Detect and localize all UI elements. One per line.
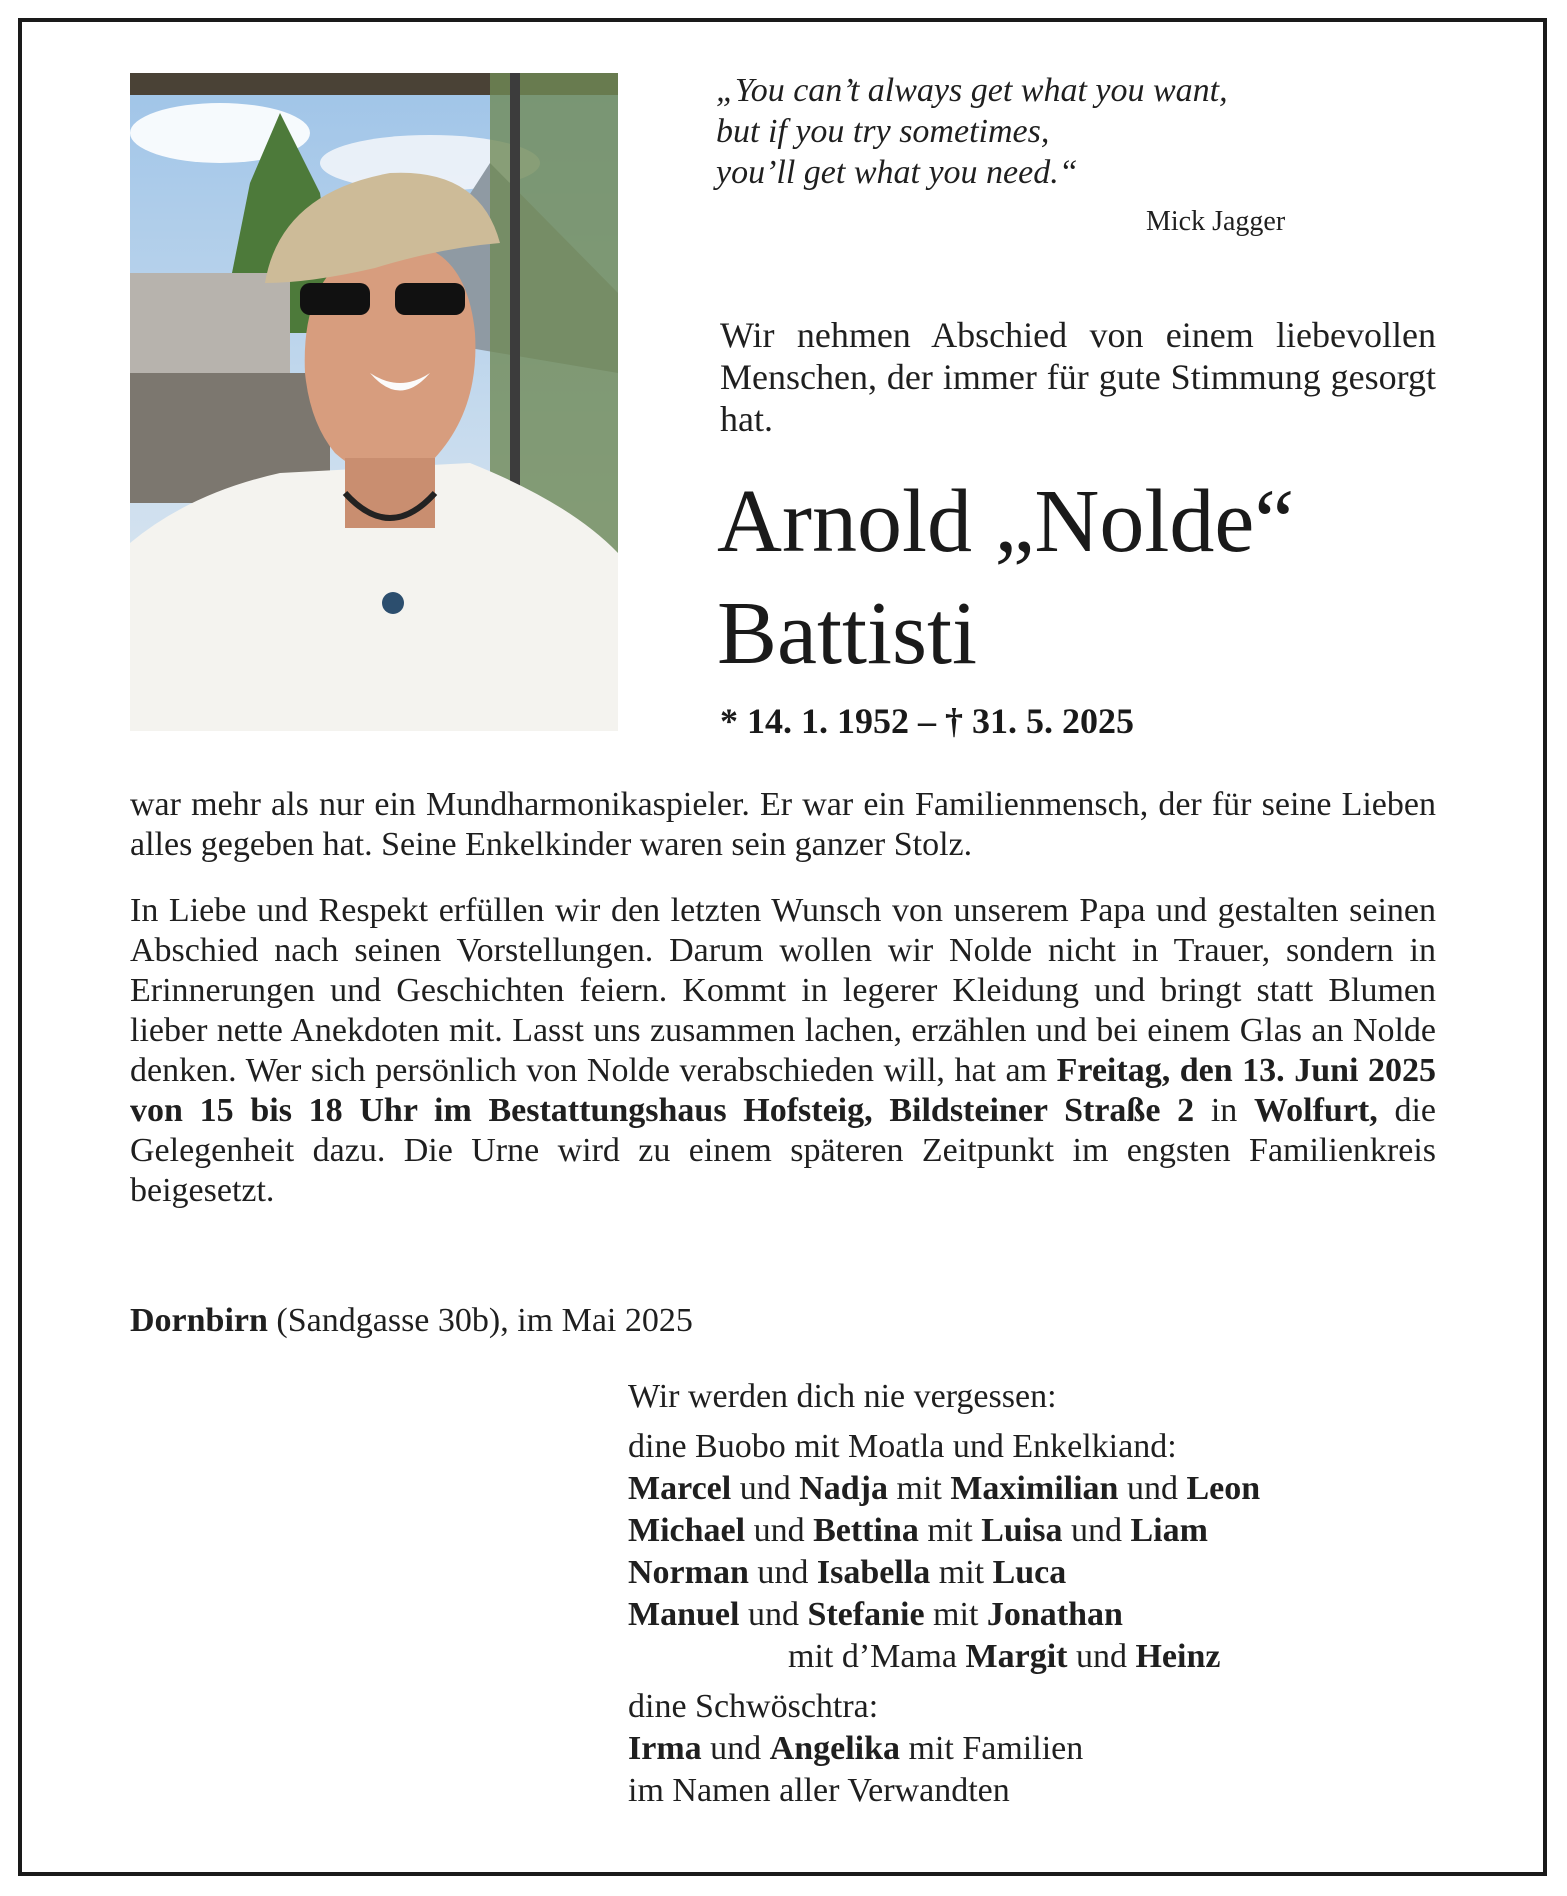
family-member-name: Maximilian <box>950 1470 1119 1507</box>
quote-author: Mick Jagger <box>1146 206 1286 237</box>
family-connector-text: mit <box>888 1470 951 1507</box>
family-member-name: Leon <box>1186 1470 1261 1507</box>
family-member-name: Liam <box>1130 1512 1208 1549</box>
viewing-town: Wolfurt, <box>1254 1092 1378 1129</box>
family-member-name: Manuel <box>628 1596 740 1633</box>
family-intro: Wir werden dich nie vergessen: <box>628 1378 1057 1415</box>
family-member-name: Jonathan <box>986 1596 1123 1633</box>
place-date <box>130 1302 693 1340</box>
name-line-1: Arnold „Nolde“ <box>717 472 1295 571</box>
family-connector-text: mit <box>918 1512 982 1549</box>
children-heading: dine Buobo mit Moatla und Enkelkiand: <box>628 1428 1177 1465</box>
mama-row <box>628 1636 1448 1678</box>
family-row <box>628 1552 1448 1594</box>
place-city: Dornbirn <box>130 1302 268 1339</box>
family-member-name: Nadja <box>799 1470 888 1507</box>
family-member-name: Luca <box>992 1554 1067 1591</box>
paragraph-2-text: in <box>1194 1092 1255 1129</box>
family-connector-text: mit <box>924 1596 987 1633</box>
quote <box>716 70 1336 193</box>
family-row <box>628 1594 1448 1636</box>
name-line-2: Battisti <box>717 584 978 683</box>
family-connector-text: und <box>739 1596 808 1633</box>
deceased-name <box>717 466 1477 690</box>
family-member-name: Michael <box>628 1512 746 1549</box>
family-member-name: Heinz <box>1135 1638 1221 1675</box>
quote-line: „You can’t always get what you want, <box>716 72 1228 109</box>
quote-line: you’ll get what you need.“ <box>716 154 1078 191</box>
family-closing: im Namen aller Verwandten <box>628 1772 1010 1809</box>
family-connector-text: und <box>748 1554 817 1591</box>
family-connector-text: und <box>731 1470 800 1507</box>
paragraph-1: war mehr als nur ein Mundharmonikaspieler. Er war ein Familienmensch, der für seine Lieben alles gegeben hat. Seine Enkelkinder waren sein ganzer Stolz. <box>130 786 1436 863</box>
family-connector-text: und <box>745 1512 814 1549</box>
quote-line: but if you try sometimes, <box>716 113 1050 150</box>
family-connector-text: mit <box>930 1554 993 1591</box>
family-member-name: Stefanie <box>807 1596 925 1633</box>
family-member-name: Luisa <box>981 1512 1063 1549</box>
family-member-name: Margit <box>965 1638 1068 1675</box>
family-member-name: Norman <box>628 1554 749 1591</box>
family-row <box>628 1468 1448 1510</box>
viewing-details: Freitag, den 13. Juni 2025 von 15 bis 18 Uhr im Bestattungshaus Hofsteig, Bildsteiner Straße 2 <box>130 1052 1437 1129</box>
paragraph-2-text: die Gelegenheit dazu. Die Urne wird zu einem späteren Zeitpunkt im engsten Familienkreis beigesetzt. <box>130 1092 1436 1209</box>
family-member-name: Irma <box>628 1730 702 1767</box>
paragraph-2 <box>130 891 1436 1211</box>
family-member-name: Bettina <box>813 1512 919 1549</box>
family-member-name: Isabella <box>816 1554 931 1591</box>
place-rest: (Sandgasse 30b), im Mai 2025 <box>267 1302 693 1339</box>
sisters-row <box>628 1728 1448 1770</box>
family-connector-text: und <box>1067 1638 1136 1675</box>
family-row <box>628 1510 1448 1552</box>
paragraph-2-text: In Liebe und Respekt erfüllen wir den letzten Wunsch von unserem Papa und gestalten seinen Abschied nach seinen Vorstellungen. Darum wollen wir Nolde nicht in Trauer, sondern in Erinnerungen und Geschichten feiern. Kommt in legerer Kleidung und bringt statt Blumen lieber nette Anekdoten mit. Lasst uns zusammen lachen, erzählen und bei einem Glas an Nolde denken. Wer sich persönlich von Nolde verabschieden will, hat am <box>130 892 1436 1089</box>
family-connector-text: und <box>1062 1512 1131 1549</box>
farewell-text: Wir nehmen Abschied von einem liebevollen Menschen, der immer für gute Stimmung gesorgt hat. <box>720 315 1436 439</box>
family-connector-text: mit Familien <box>900 1730 1084 1767</box>
family-member-name: Angelika <box>769 1730 901 1767</box>
life-dates: * 14. 1. 1952 – † 31. 5. 2025 <box>720 701 1134 741</box>
portrait-photo <box>130 73 618 731</box>
family-connector-text: und <box>1118 1470 1187 1507</box>
family-connector-text: mit d’Mama <box>788 1638 966 1675</box>
family-connector-text: und <box>701 1730 770 1767</box>
family-member-name: Marcel <box>628 1470 732 1507</box>
sisters-heading: dine Schwöschtra: <box>628 1688 879 1725</box>
family-signatures <box>628 1376 1448 1812</box>
